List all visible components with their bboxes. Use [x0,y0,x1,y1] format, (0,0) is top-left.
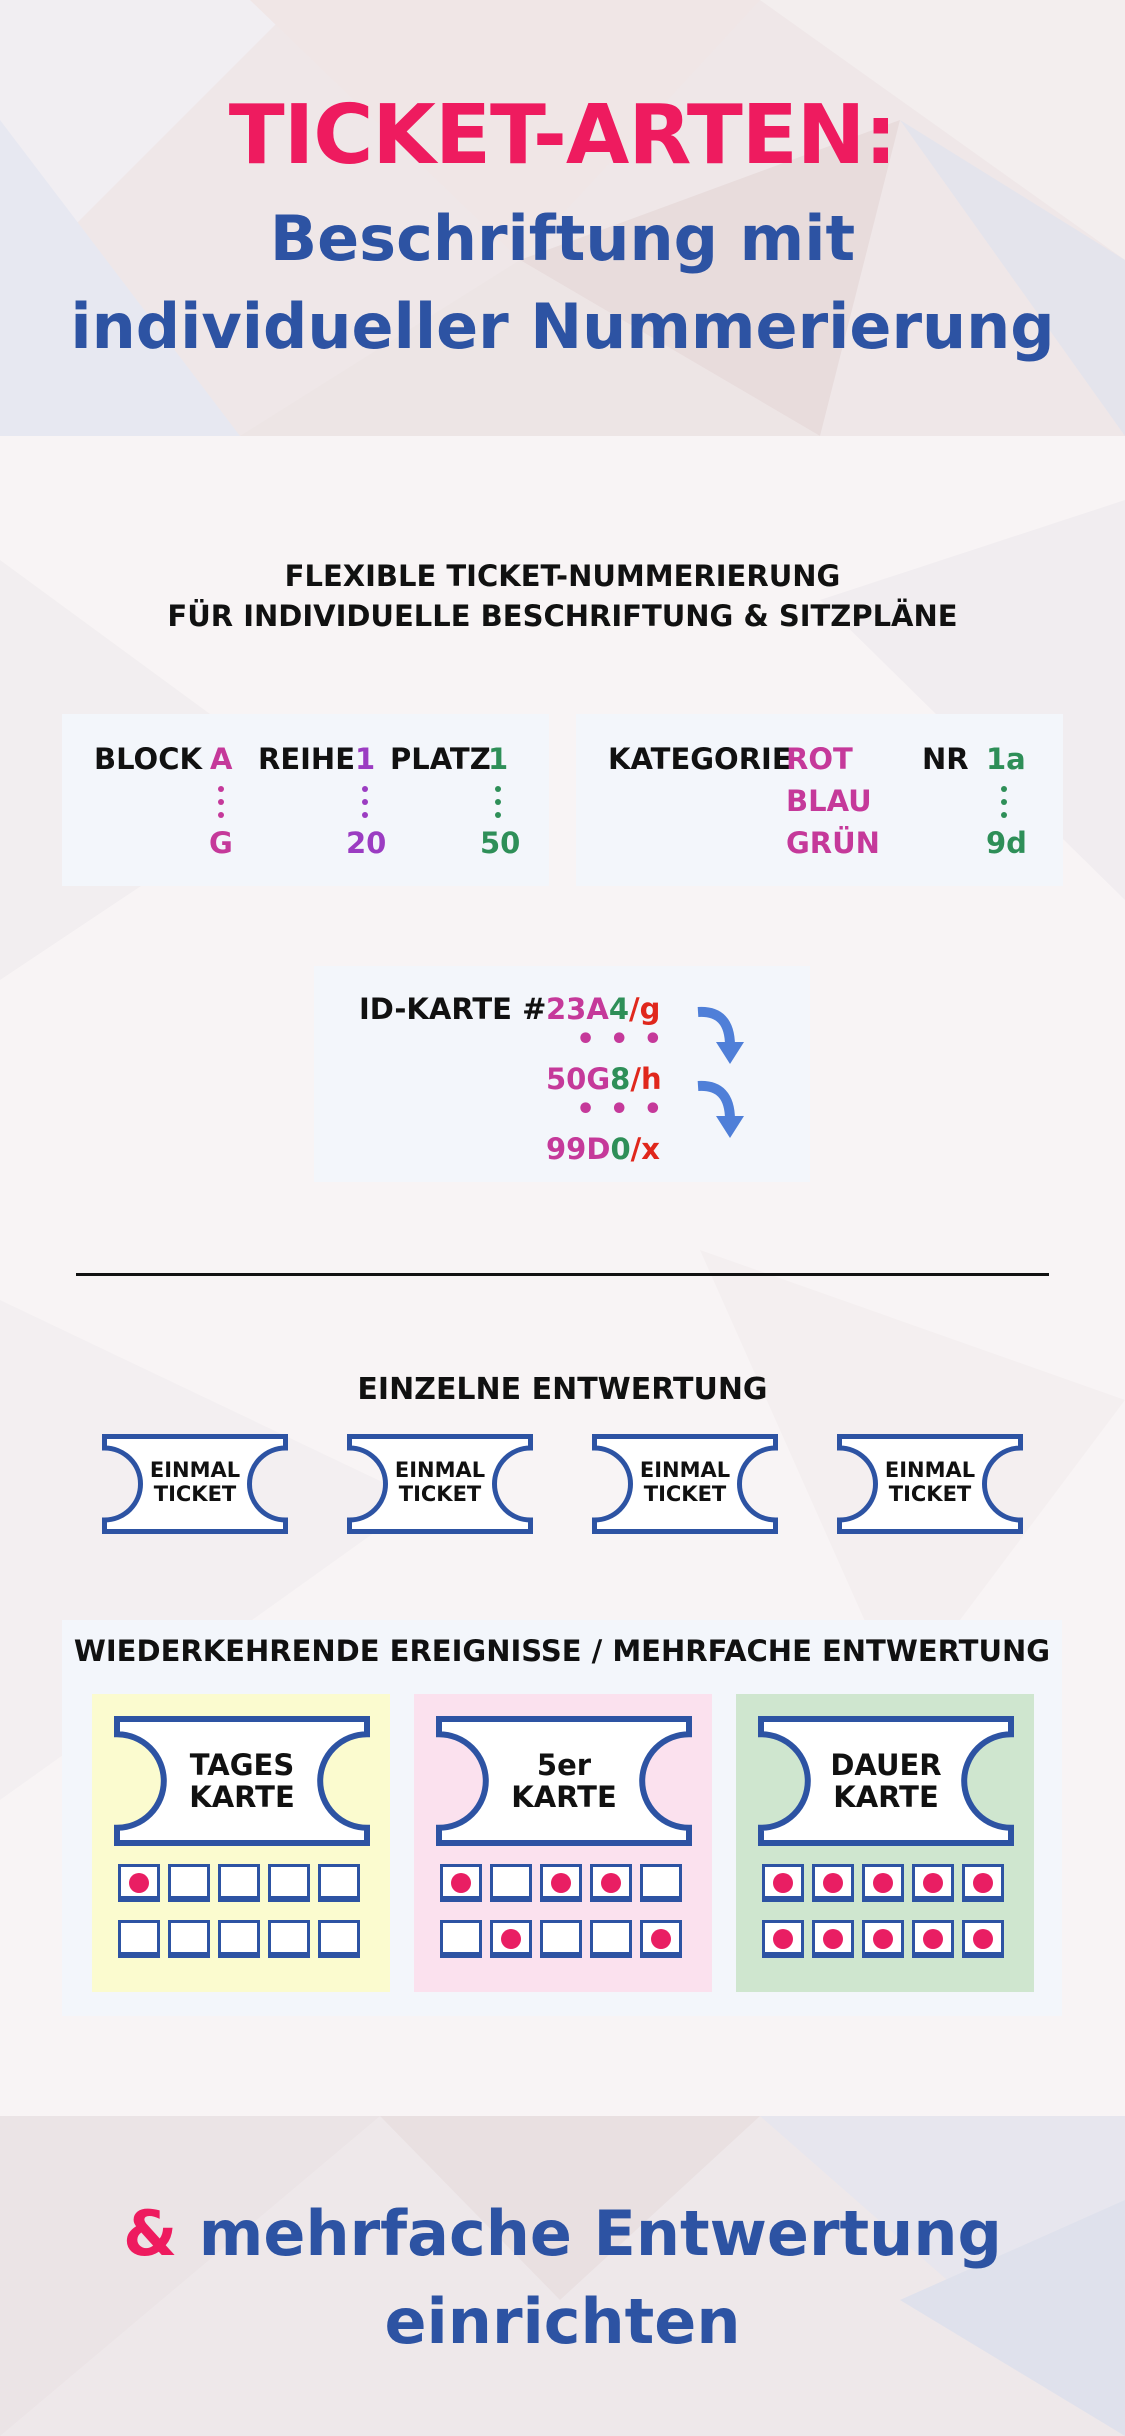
punch-slot [318,1920,360,1958]
ticket-line-2: TICKET [888,1482,972,1506]
punch-mark [129,1873,149,1893]
ticket-line-2: TICKET [398,1482,482,1506]
card-line-2: KARTE [511,1780,617,1814]
punch-slot [490,1920,532,1958]
punch-mark [651,1929,671,1949]
id-value: 99D0/x [546,1132,660,1166]
ticket-line-2: TICKET [643,1482,727,1506]
einmal-ticket [347,1434,533,1534]
punch-mark [601,1873,621,1893]
punch-mark [501,1929,521,1949]
block-first: A [210,742,233,776]
punch-card [736,1694,1034,1992]
seat-first: 1 [488,742,509,776]
einmal-ticket [592,1434,778,1534]
numbering-heading [0,556,1125,636]
punch-slot [640,1864,682,1902]
id-card-label: ID-KARTE # [359,992,547,1026]
punch-slot [812,1920,854,1958]
punch-slot [862,1864,904,1902]
number-last: 9d [986,826,1027,860]
einmal-ticket [837,1434,1023,1534]
punch-slot [762,1864,804,1902]
punch-mark [773,1873,793,1893]
punch-slot [318,1864,360,1902]
page-title: TICKET-ARTEN: [228,88,897,183]
punch-slot [862,1920,904,1958]
row-label: REIHE [258,742,356,776]
row-dots [362,786,368,825]
seat-label: PLATZ [390,742,491,776]
row-first: 1 [355,742,376,776]
punch-mark [973,1873,993,1893]
id-card-panel [314,966,810,1182]
card-line-1: DAUER [830,1748,942,1782]
category-label: KATEGORIE [608,742,792,776]
card-line-1: 5er [536,1748,592,1782]
block-last: G [209,826,233,860]
page-subtitle [0,195,1125,371]
category-item: GRÜN [786,826,880,860]
card-ticket [758,1716,1014,1846]
punch-slot [962,1864,1004,1902]
punch-mark [823,1929,843,1949]
ticket-line-1: EINMAL [149,1458,241,1482]
punch-mark [873,1929,893,1949]
category-numbering-panel [576,714,1063,886]
punch-slot [762,1920,804,1958]
punch-slot [268,1920,310,1958]
punch-slot [490,1864,532,1902]
punch-mark [973,1929,993,1949]
subtitle-line-2: individueller Nummerierung [70,290,1055,363]
punch-card [414,1694,712,1992]
curved-arrow-icon [690,1076,750,1146]
punch-slot [912,1864,954,1902]
punch-slot [812,1864,854,1902]
punch-slot [218,1864,260,1902]
punch-mark [451,1873,471,1893]
category-item: BLAU [786,784,872,818]
punch-slot [962,1920,1004,1958]
punch-mark [773,1929,793,1949]
subtitle-line-1: Beschriftung mit [269,202,856,275]
punch-slot [640,1920,682,1958]
id-ellipsis: • • • [576,1092,665,1127]
ticket-line-1: EINMAL [639,1458,731,1482]
card-line-2: KARTE [833,1780,939,1814]
punch-slot [440,1920,482,1958]
row-last: 20 [346,826,387,860]
punch-slot [540,1920,582,1958]
number-dots [1001,786,1007,825]
ticket-line-2: TICKET [153,1482,237,1506]
seat-last: 50 [480,826,521,860]
punch-mark [873,1873,893,1893]
punch-slot [590,1864,632,1902]
single-heading: EINZELNE ENTWERTUNG [357,1372,768,1407]
punch-card [92,1694,390,1992]
number-label: NR [922,742,969,776]
punch-mark [551,1873,571,1893]
numbering-heading-line-1: FLEXIBLE TICKET-NUMMERIERUNG [284,559,841,593]
punch-slot [168,1864,210,1902]
multi-heading: WIEDERKEHRENDE EREIGNISSE / MEHRFACHE ENTWERTUNG [73,1634,1051,1668]
id-ellipsis: • • • [576,1022,665,1057]
punch-slot [118,1864,160,1902]
block-dots [218,786,224,825]
id-value: 50G8/h [546,1062,662,1096]
punch-slot [912,1920,954,1958]
category-item: ROT [786,742,853,776]
section-divider [76,1273,1049,1276]
card-line-2: KARTE [189,1780,295,1814]
punch-slot [590,1920,632,1958]
seat-numbering-panel [62,714,549,886]
ticket-line-1: EINMAL [394,1458,486,1482]
punch-mark [923,1929,943,1949]
footer-line-2: einrichten [384,2285,741,2358]
punch-mark [923,1873,943,1893]
punch-slot [218,1920,260,1958]
seat-dots [495,786,501,825]
footer-line-1: & mehrfache Entwertung [123,2197,1002,2270]
number-first: 1a [986,742,1026,776]
card-line-1: TAGES [189,1748,295,1782]
punch-slot [540,1864,582,1902]
id-value: 23A4/g [546,992,661,1026]
punch-mark [823,1873,843,1893]
einmal-ticket [102,1434,288,1534]
numbering-heading-line-2: FÜR INDIVIDUELLE BESCHRIFTUNG & SITZPLÄNE [167,599,958,633]
block-label: BLOCK [94,742,202,776]
footer-text [0,2190,1125,2366]
card-ticket [436,1716,692,1846]
footer-ampersand: & [123,2197,178,2270]
card-ticket [114,1716,370,1846]
punch-slot [440,1864,482,1902]
ticket-line-1: EINMAL [884,1458,976,1482]
punch-slot [268,1864,310,1902]
curved-arrow-icon [690,1002,750,1072]
punch-slot [118,1920,160,1958]
punch-slot [168,1920,210,1958]
